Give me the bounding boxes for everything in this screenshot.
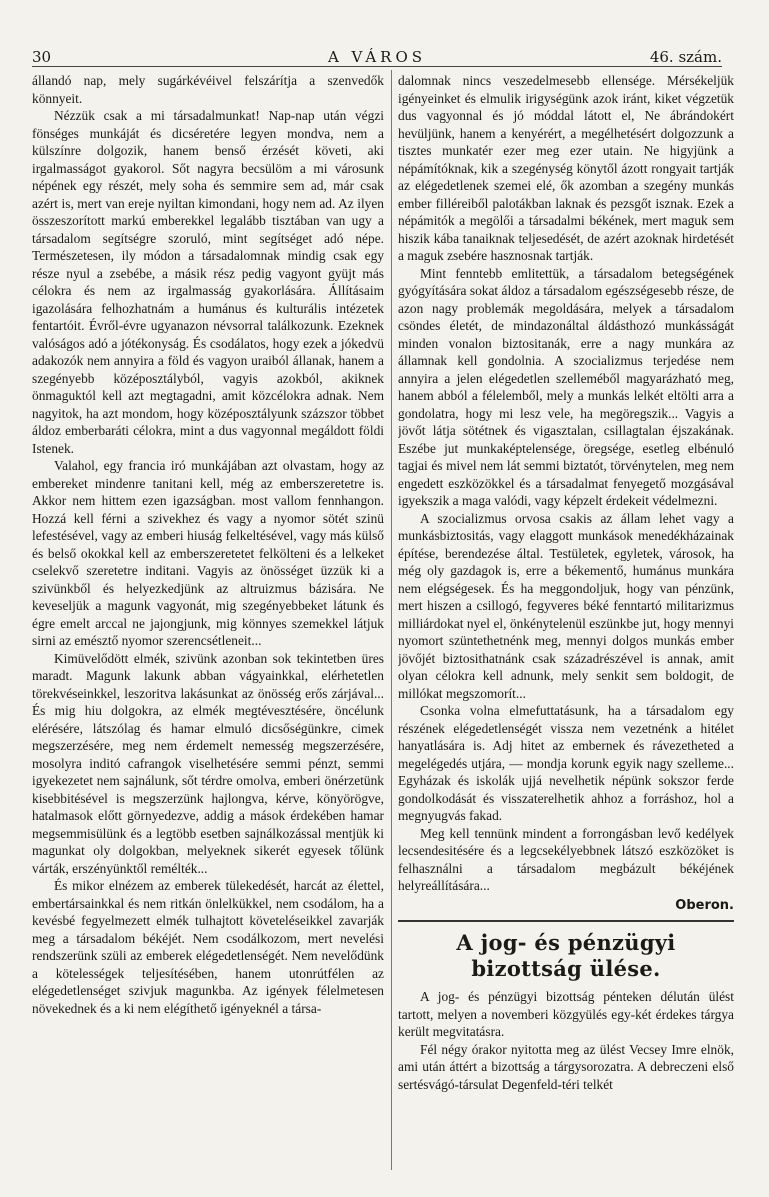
paragraph: Kimüvelődött elmék, szivünk azonban sok tekintetben üres maradt. Magunk lakunk abban vágyainkkal, elérhetetlen törekvéseinkkel, leszoritva lakásunkat az önösség erős zárjával... És mig hiu dolgokra, az elmék megtévesztésére, öncélunk elérésére, látszólag és hamar elmuló dicsőségünkre, cimek megszerzésére, meg nem érdemelt nemesség megszerzésére, mosolyra inditó cafrangok viselhetésére semmi pénzt, semmi igyekezetet nem sajnálunk, sőt térdre omolva, emberi önérzetünk kisebbitésével is megszerzünk hajlongva, kérve, könyörögve, hatalmasok előtt görnyedezve, addig a mások érdekében hamar megsemmisülünk és a legtöbb esetben sajnálkozással mentjük ki magunkat oly dolgokban, melyeknek sikerét egyesek tőlünk várták, erszényünktől remélték...	[32, 650, 384, 876]
article-separator	[398, 920, 734, 922]
paragraph: A jog- és pénzügyi bizottság pénteken délután ülést tartott, melyen a novemberi közgyülés egy-két érdekes tárgya került megvitatásra.	[398, 989, 734, 1039]
paragraph: Csonka volna elmefuttatásunk, ha a társadalom egy részének elégedetlenségét vissza nem vezetnénk a hitélet hanyatlására is. Adj hitet az embernek és rávezetheted a megelégedés utjára, — mondja korunk egyik nagy szelleme... Egyházak és iskolák ujjá nevelhetik népünk sokszor ferde gondolkodását és visszaterelhetik ahhoz a forráshoz, hol a megnyugvás fakad.	[398, 703, 734, 823]
paragraph: Valahol, egy francia iró munkájában azt olvastam, hogy az embereket mindenre tanitani kell, még az emberszeretetre is. Akkor nem hittem ezen igazságban. most vallom fennhangon. Hozzá kell férni a szivekhez és vagy a nyomor sötét szinü lefestésével, vagy az emberi hiuság felkeltésével, vagy más külső és belső okokkal kell az emberszeretetet felkölteni és a lelkeket cselekvő szeretetre inditani. Vagyis az önösséget üzzük ki a szivünkből és helyezkedjünk az altruizmus bázisára. Ne keveseljük a magunk vagyonát, mig szegényebbeket látunk és égre emelt arccal ne jajongjunk, mig könnyes szemekkel látjuk sirni az emésztő nyomor szerencsétleneit...	[32, 458, 384, 648]
paragraph: Nézzük csak a mi társadalmunkat! Nap-nap után végzi fönséges munkáját és dicséretére legyen mondva, nem a külszínre dolgozik, hanem benső érzését követi, aki irgalmasságot gyakorol. Sőt nagyra becsülöm a mi városunk népének egy részét, mely soha és semmire sem ad, már csak azért is, mert van ereje nyiltan kimondani, hogy nem ad. Az ilyen összeszorított markú emberekkel legalább tisztában van ugy a társadalom segítségre szoruló, mint segítséget adó népe. Természetesen, ily módon a társadalomnak mindig csak egy része nyul a zsebébe, a másik rész pedig vagyont gyüjt más célokra és nem az irgalmasság gyakorlására. Állításaim igazolására felhozhatnám a humánus és kulturális intézetek fentartóit. Évről-évre ugyanazon névsorral találkozunk. Ezeknek valóságos adó a jótékonyság. És csodálatos, hogy ezek a jókedvü adakozók nem annyira a föld és vagyon uraiból állanak, hanem a szegényebb középosztályból, vagyis azokból, akiknek önmaguktól kell azt megtagadni, amit közcélokra adnak. Nem nagyitok, ha azt mondom, hogy középosztályunk százszor többet áldoz emberbaráti célokra, mint a dus vagyonnal megáldott földi Istenek.	[32, 108, 384, 456]
page-number: 30	[32, 48, 52, 66]
paragraph: Meg kell tennünk mindent a forrongásban levő kedélyek lecsendesitésére és a legcsekélyebbnek látszó eszközöket is felhasználni a társadalom megbázult békéjének helyreállítására...	[398, 825, 734, 893]
issue-number: 46. szám.	[649, 48, 722, 66]
publication-title: A VÁROS	[327, 48, 427, 66]
paragraph: Fél négy órakor nyitotta meg az ülést Vecsey Imre elnök, ami után áttért a bizottság a tárgysorozatra. A debreczeni első sertésvágó-társulat Degenfeld-téri telkét	[398, 1041, 734, 1092]
paragraph: állandó nap, mely sugárkévéivel felszárítja a szenvedők könnyeit.	[32, 73, 384, 106]
left-column	[32, 72, 384, 1172]
author-signature: Oberon.	[675, 897, 734, 913]
column-divider	[391, 70, 392, 1170]
header-rule	[32, 66, 722, 67]
paragraph: És mikor elnézem az emberek tülekedését, harcát az élettel, embertársainkkal és nem ritkán önlelkükkel, nem csodálom, ha a kevésbé fegyelmezett elmék tulhajtott követeléseikkel zavarják meg a társadalom békéjét. Nem csodálkozom, mert nevelési rendszerünk szüli az emberek elégedetlenségét. Nem nevelődünk a kötelességek teljesítésében, hanem utonrútfélen az elégedetlenséget szivjuk magunkba. Az igények félelmetesen növekednek és a ki nem elégíthető igényeknél a társa-	[32, 878, 384, 1016]
paragraph: A szocializmus orvosa csakis az állam lehet vagy a munkásbiztositás, vagy elaggott munkások menedékházainak építése, berendezése által. Testületek, egyletek, városok, ha még oly gazdagok is, erre a békementő, humánus munkára nem elégségesek. És ha meggondoljuk, hogy van pénzünk, mert hiszen a csillogó, fegyveres béké fenntartó militarizmus milliárdokat nyel el, önkénytelenül eszünkbe jut, hogy mennyi nyomort szüntethetnénk meg, mennyi dolgos munkás ember jövőjét biztosithatnánk csak századrészével is annak, amit olyan célokra kell adnunk, mely senkit sem boldogit, de millókat megszomorít...	[398, 510, 734, 701]
paragraph: dalomnak nincs veszedelmesebb ellensége. Mérsékeljük igényeinket és elmulik irigységünk azok iránt, kiket végzetük dus vagyonnal és jó móddal látott el, Ne ábrándokért hevüljünk, hanem a kenyérért, a megélhetésért dolgozzunk a tisztes munkatér ezer meg ezer utain. Ne higyjünk a népámítóknak, kik a szegénység könytől ázott rongyait tartják az elégedetlenek szemei elé, ők azomban a szegény munkás ember filléreiből palotákban laknak és pezsgőt isznak. Ezek a népámitók a megölői a társadalmi békének, mert maguk sem hiszik kába tanaiknak teljesedését, de azért azoknak hirdetését a maguk zsebére hasznosnak tartják.	[398, 73, 734, 263]
article-title: A jog- és pénzügyi bizottság ülése.	[456, 930, 676, 981]
right-column	[398, 72, 734, 1172]
paragraph: Mint fenntebb emlitettük, a társadalom betegségének gyógyítására sokat áldoz a társadalom egészségesebb része, de azon nagy problemák megoldására, melyek a társadalom csöndes életét, de mindazonáltal áldásthozó munkásságát minden vonalon biztositanák, erre a nagy munkára az államnak kell gondolnia. A szocializmus terjedése nem annyira a jelen elégedetlen szelleméből magyarázható meg, hanem abból a félelemből, mely a munkás lelkét eltölti arra a gondolatra, hogy mi lesz vele, ha megöregszik... Vagyis a jövőt látja sötétnek és vigasztalan, csillagtalan éjszakának. Eszébe jut munkaképtelensége, öregsége, esetleg elbénuló tagjai és mivel nem lát semmi biztatót, törvénytelen, meg nem engedett eszközökkel és a társadalmat fenyegető mozgásával igyekszik a maga valódi, vagy képzelt érdekeit védelmezni.	[398, 265, 734, 508]
